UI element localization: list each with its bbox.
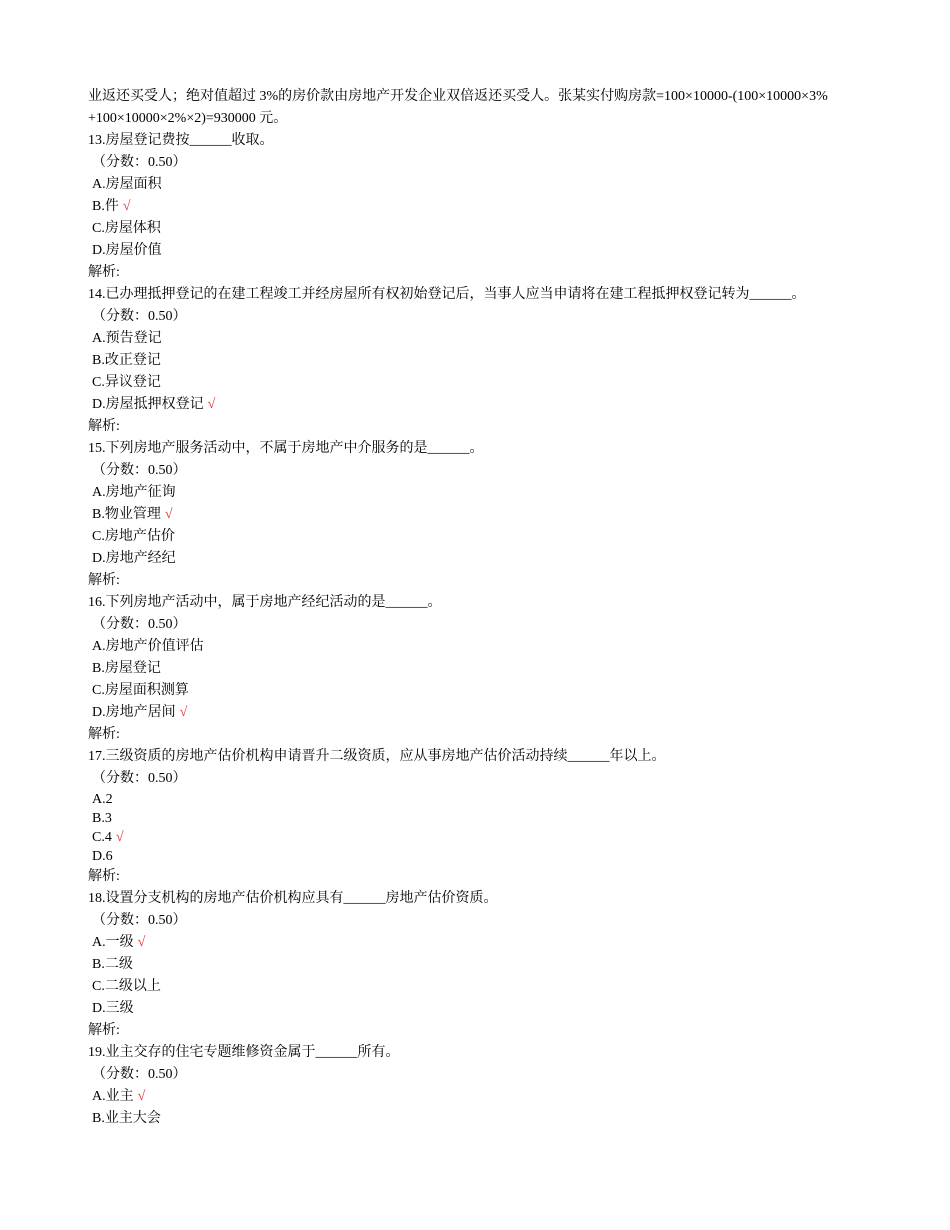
answer-option-text: A.预告登记	[92, 331, 162, 346]
question-stem: 16.下列房地产活动中，属于房地产经纪活动的是______。	[88, 595, 442, 610]
answer-option-text: A.业主	[92, 1089, 134, 1104]
question-stem: 13.房屋登记费按______收取。	[88, 133, 274, 148]
answer-option-text: D.房地产居间	[92, 705, 176, 720]
answer-option-text: C.房屋面积测算	[92, 683, 189, 698]
answer-option-text: D.房地产经纪	[92, 551, 176, 566]
answer-option	[88, 847, 848, 866]
answer-option-text: B.物业管理	[92, 507, 161, 522]
correct-check-icon: √	[115, 830, 124, 845]
answer-option-text: C.4	[92, 830, 112, 845]
question-block	[88, 592, 848, 746]
answer-option-text: A.房屋面积	[92, 177, 162, 192]
answer-option	[88, 932, 848, 954]
answer-option	[88, 196, 848, 218]
answer-option-text: C.二级以上	[92, 979, 161, 994]
answer-option-text: D.房屋抵押权登记	[92, 397, 204, 412]
question-stem: 18.设置分支机构的房地产估价机构应具有______房地产估价资质。	[88, 891, 498, 906]
question-stem: 17.三级资质的房地产估价机构申请晋升二级资质，应从事房地产估价活动持续______年以上。	[88, 749, 666, 764]
answer-option	[88, 394, 848, 416]
answer-option-text: D.房屋价值	[92, 243, 162, 258]
answer-option	[88, 998, 848, 1020]
document-content	[88, 86, 848, 1130]
answer-option-text: A.房地产征询	[92, 485, 176, 500]
question-stem: 15.下列房地产服务活动中，不属于房地产中介服务的是______。	[88, 441, 484, 456]
answer-option	[88, 790, 848, 809]
answer-option	[88, 809, 848, 828]
answer-option-text: C.房地产估价	[92, 529, 175, 544]
question-block	[88, 888, 848, 1042]
answer-option	[88, 976, 848, 998]
question-block	[88, 1042, 848, 1130]
correct-check-icon: √	[207, 397, 216, 412]
question-score: （分数：0.50）	[92, 1067, 187, 1082]
answer-option-text: B.业主大会	[92, 1111, 161, 1126]
question-block	[88, 438, 848, 592]
question-list	[88, 130, 848, 1130]
answer-option	[88, 526, 848, 548]
answer-option	[88, 1108, 848, 1130]
question-block	[88, 284, 848, 438]
answer-option	[88, 636, 848, 658]
answer-option	[88, 174, 848, 196]
answer-option	[88, 504, 848, 526]
correct-check-icon: √	[137, 1089, 146, 1104]
answer-option	[88, 954, 848, 976]
question-block	[88, 130, 848, 284]
question-score: （分数：0.50）	[92, 913, 187, 928]
answer-option-text: D.三级	[92, 1001, 134, 1016]
question-score: （分数：0.50）	[92, 771, 187, 786]
question-block	[88, 746, 848, 888]
answer-option	[88, 680, 848, 702]
answer-option-text: C.房屋体积	[92, 221, 161, 236]
answer-option	[88, 328, 848, 350]
answer-option	[88, 702, 848, 724]
question-stem: 19.业主交存的住宅专题维修资金属于______所有。	[88, 1045, 400, 1060]
answer-option	[88, 372, 848, 394]
question-score: （分数：0.50）	[92, 463, 187, 478]
answer-option-text: B.二级	[92, 957, 133, 972]
answer-option-text: B.3	[92, 811, 112, 826]
correct-check-icon: √	[179, 705, 188, 720]
answer-option-text: B.房屋登记	[92, 661, 161, 676]
answer-option-text: A.房地产价值评估	[92, 639, 204, 654]
question-score: （分数：0.50）	[92, 309, 187, 324]
answer-option	[88, 1086, 848, 1108]
answer-option-text: B.件	[92, 199, 119, 214]
answer-option	[88, 548, 848, 570]
answer-option	[88, 350, 848, 372]
answer-option	[88, 828, 848, 847]
intro-line-2: +100×10000×2%×2)=930000 元。	[88, 111, 288, 126]
question-score: （分数：0.50）	[92, 155, 187, 170]
answer-option	[88, 240, 848, 262]
answer-option-text: B.改正登记	[92, 353, 161, 368]
analysis-label: 解析:	[88, 265, 120, 280]
answer-option-text: C.异议登记	[92, 375, 161, 390]
correct-check-icon: √	[164, 507, 173, 522]
correct-check-icon: √	[137, 935, 146, 950]
answer-option	[88, 658, 848, 680]
answer-option-text: A.2	[92, 792, 113, 807]
analysis-label: 解析:	[88, 573, 120, 588]
intro-line-1: 业返还买受人；绝对值超过 3%的房价款由房地产开发企业双倍返还买受人。张某实付购房款=100×10000-(100×10000×3%	[88, 89, 828, 104]
analysis-label: 解析:	[88, 727, 120, 742]
answer-option-text: A.一级	[92, 935, 134, 950]
analysis-label: 解析:	[88, 869, 120, 884]
answer-option	[88, 482, 848, 504]
question-stem: 14.已办理抵押登记的在建工程竣工并经房屋所有权初始登记后，当事人应当申请将在建工程抵押权登记转为______。	[88, 287, 806, 302]
analysis-label: 解析:	[88, 1023, 120, 1038]
answer-option	[88, 218, 848, 240]
answer-option-text: D.6	[92, 849, 113, 864]
question-score: （分数：0.50）	[92, 617, 187, 632]
analysis-label: 解析:	[88, 419, 120, 434]
correct-check-icon: √	[122, 199, 131, 214]
